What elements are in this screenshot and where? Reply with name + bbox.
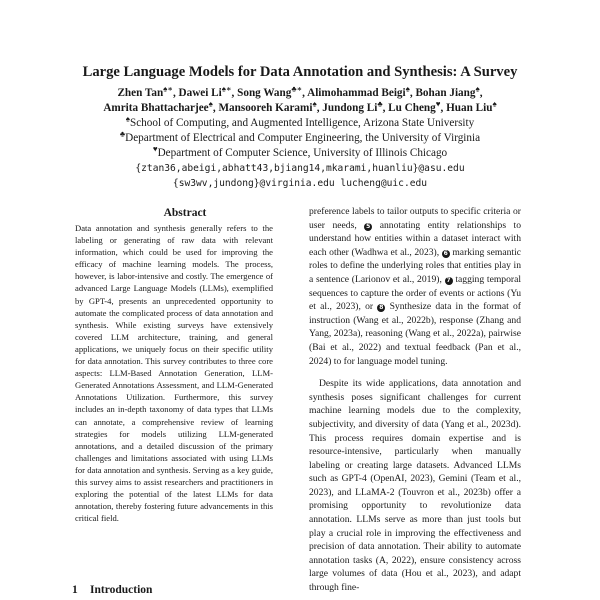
author: Jundong Li♣: [322, 99, 383, 114]
affiliation-uva: ♣Department of Electrical and Computer Engineering, the University of Virginia: [119, 129, 481, 144]
author: Bohan Jiang♠: [415, 84, 480, 99]
author: Dawei Li♠∗: [178, 84, 232, 99]
paper-title: Large Language Models for Data Annotation and Synthesis: A Survey: [82, 64, 518, 80]
author: Alimohammad Beigi♠: [307, 84, 410, 99]
paragraph: preference labels to tailor outputs to specific criteria or user needs, 5 annotating entity relationships to understand how entities within a dataset interact with each other (Wadhwa et al., 2023), 6 marking semantic roles to define the underlying roles that entities play in a sentence (Larionov et al., 2019), 7 tagging temporal sequences to capture the order of events or actions (Yu et al., 2023), or 8 Synthesize data in the format of instruction (Wang et al., 2022b), response (Zhang and Yang, 2023a), reasoning (Wang et al., 2022a), pairwise (Bai et al., 2022) and textual feedback (Pan et al., 2024) to for language model tuning.: [309, 206, 522, 367]
section-heading: [72, 584, 152, 596]
author: Lu Cheng♥: [388, 99, 441, 114]
author: Song Wang♣∗: [237, 84, 303, 99]
number-marker: 5: [366, 222, 371, 230]
email-line-2: {sw3wv,jundong}@virginia.edu lucheng@uic.edu: [172, 178, 428, 189]
author: Mansooreh Karami♠: [218, 99, 317, 114]
author-list: [40, 86, 560, 116]
abstract-heading: Abstract: [163, 207, 207, 219]
author: Amrita Bhattacharjee♠: [103, 99, 213, 114]
number-marker: 7: [446, 276, 451, 284]
number-marker: 6: [443, 249, 448, 257]
author-line-1: Zhen Tan♠∗, Dawei Li♠∗, Song Wang♣∗, Alimohammad Beigi♠, Bohan Jiang♠,: [117, 84, 483, 99]
section-number: 1: [72, 584, 78, 596]
affiliation-uic: ♥Department of Computer Science, University of Illinois Chicago: [152, 144, 448, 159]
section-title: Introduction: [90, 584, 153, 596]
right-column: [309, 205, 521, 595]
paragraph: Despite its wide applications, data annotation and synthesis poses significant challenges for current machine learning models due to the complexity, subjectivity, and diversity of data (Yang et al., 2023d). This process requires domain expertise and is resource-intensive, particularly when manually labeling or creating large datasets. Advanced LLMs such as GPT-4 (OpenAI, 2023), Gemini (Team et al., 2023), and LLaMA-2 (Touvron et al., 2023b) offer a promising opportunity to revolutionize data annotation. LLMs serve as more than just tools but play a crucial role in improving the effectiveness and precision of data annotation. Their ability to automate annotation tasks (A, 2022), ensure consistency across large volumes of data (Hou et al., 2023), and adapt through fine-: [309, 378, 521, 594]
author: Zhen Tan♠∗: [117, 84, 173, 99]
author-line-2: Amrita Bhattacharjee♠, Mansooreh Karami♠, Jundong Li♣, Lu Cheng♥, Huan Liu♠: [103, 99, 497, 114]
number-marker: 8: [379, 304, 384, 312]
email-line-1: {ztan36,abeigi,abhatt43,bjiang14,mkarami,huanliu}@asu.edu: [135, 163, 465, 174]
author: Huan Liu♠: [446, 99, 497, 114]
affiliation-asu: ♠School of Computing, and Augmented Intelligence, Arizona State University: [125, 114, 475, 129]
abstract-text: Data annotation and synthesis generally refers to the labeling or generating of raw data with relevant information, which could be used for improving the efficacy of machine learning models. The process, however, is labor-intensive and costly. The emergence of advanced Large Language Models (LLMs), exemplified by GPT-4, presents an unprecedented opportunity to automate the complicated process of data annotation and synthesis. While existing surveys have extensively covered LLM architecture, training, and general applications, we uniquely focus on their specific utility for data annotation. This survey contributes to three core aspects: LLM-Based Annotation Generation, LLM-Generated Annotations Assessment, and LLM-Generated Annotations Utilization. Furthermore, this survey includes an in-depth taxonomy of data types that LLMs can annotate, a comprehensive review of learning strategies for models utilizing LLM-generated annotations, and a detailed discussion of the primary challenges and limitations associated with using LLMs for data annotation and synthesis. Serving as a key guide, this survey aims to assist researchers and practitioners in exploring the potential of the latest LLMs for data annotation, thereby fostering future advancements in this critical field.: [75, 223, 273, 524]
